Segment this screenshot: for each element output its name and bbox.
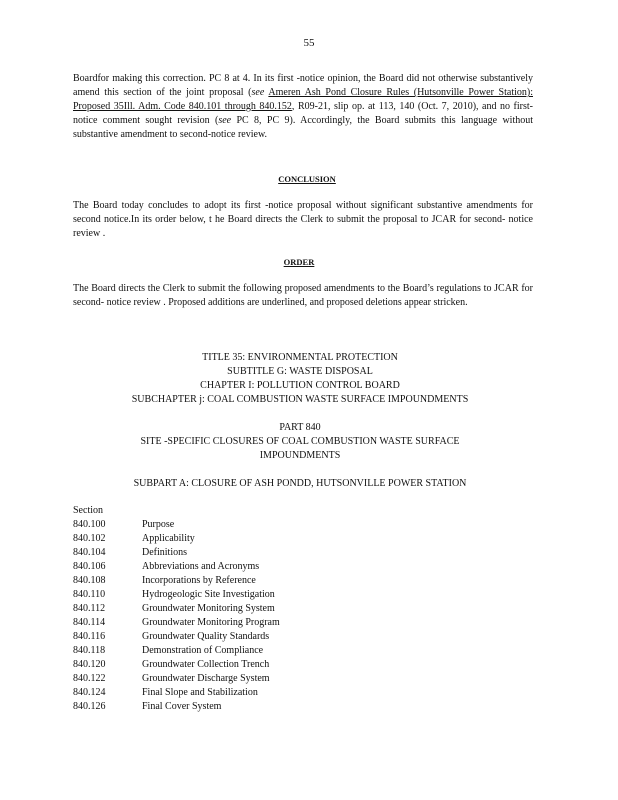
section-number: 840.104 [73, 547, 106, 558]
section-name: Final Cover System [142, 701, 222, 712]
paragraph-text-3: PC 8, PC 9). Accordingly, the Board submits this language without substantive amendment to second-notice review. [73, 115, 533, 140]
section-name: Groundwater Collection Trench [142, 659, 270, 670]
chapter-line: CHAPTER I: POLLUTION CONTROL BOARD [200, 380, 400, 391]
toc-row [73, 672, 473, 686]
conclusion-paragraph: The Board today concludes to adopt its first -notice proposal without significant substantive amendments for second notice.In its order below, t he Board directs the Clerk to submit the proposal to JCAR for second- notice review . [73, 200, 533, 239]
section-number: 840.110 [73, 589, 106, 600]
section-number: 840.116 [73, 631, 106, 642]
section-number: 840.112 [73, 603, 106, 614]
see-italic-2: see [218, 115, 232, 126]
section-name: Applicability [142, 533, 195, 544]
toc-row [73, 602, 473, 616]
paragraph-text-2: , R09-21, slip op. at 113, 140 (Oct. 7, 2010), and no first-notice comment sought revision ( [73, 101, 533, 126]
subpart-line: SUBPART A: CLOSURE OF ASH PONDD, HUTSONVILLE POWER STATION [133, 478, 467, 489]
toc-row [73, 630, 473, 644]
title-line: TITLE 35: ENVIRONMENTAL PROTECTION [202, 352, 398, 363]
toc-row [73, 686, 473, 700]
section-number: 840.126 [73, 701, 106, 712]
section-name: Incorporations by Reference [142, 575, 256, 586]
toc-row [73, 560, 473, 574]
section-name: Abbreviations and Acronyms [142, 561, 260, 572]
section-number: 840.114 [73, 617, 106, 628]
conclusion-heading: CONCLUSION [278, 174, 336, 184]
section-name: Final Slope and Stabilization [142, 687, 258, 698]
see-italic: see [251, 87, 265, 98]
section-name: Groundwater Monitoring System [142, 603, 275, 614]
section-number: 840.120 [73, 659, 106, 670]
section-name: Groundwater Monitoring Program [142, 617, 280, 628]
toc-row [73, 700, 473, 714]
page-number: 55 [303, 37, 315, 49]
cited-rulemaking-title: Ameren Ash Pond Closure Rules (Hutsonville Power Station): Proposed 35Ill. Adm. Code 840.101 through 840.152 [73, 87, 533, 112]
section-number: 840.102 [73, 533, 106, 544]
part-title-line-2: IMPOUNDMENTS [259, 450, 341, 461]
section-label: Section [73, 505, 103, 516]
toc-row [73, 574, 473, 588]
section-name: Demonstration of Compliance [142, 645, 264, 656]
section-number: 840.100 [73, 519, 106, 530]
section-name: Groundwater Quality Standards [142, 631, 270, 642]
paragraph-text-1: Boardfor making this correction. PC 8 at 4. In its first -notice opinion, the Board did not otherwise substantively amend this section of the joint proposal ( [73, 73, 533, 98]
section-name: Definitions [142, 547, 187, 558]
order-paragraph: The Board directs the Clerk to submit the following proposed amendments to the Board’s regulations to JCAR for second- notice review . Proposed additions are underlined, and proposed deletions appear stricken. [73, 283, 533, 308]
toc-row [73, 532, 473, 546]
subchapter-line: SUBCHAPTER j: COAL COMBUSTION WASTE SURFACE IMPOUNDMENTS [131, 394, 469, 405]
section-number: 840.106 [73, 561, 106, 572]
section-number: 840.122 [73, 673, 106, 684]
section-number: 840.124 [73, 687, 106, 698]
toc-row [73, 546, 473, 560]
toc-row [73, 658, 473, 672]
paragraph-correction [73, 72, 533, 142]
order-heading: ORDER [283, 257, 315, 267]
section-name: Purpose [142, 519, 175, 530]
toc-row [73, 616, 473, 630]
part-title-line: SITE -SPECIFIC CLOSURES OF COAL COMBUSTION WASTE SURFACE [140, 436, 460, 447]
section-name: Groundwater Discharge System [142, 673, 270, 684]
toc-row [73, 588, 473, 602]
subtitle-line: SUBTITLE G: WASTE DISPOSAL [227, 366, 373, 377]
section-number: 840.108 [73, 575, 106, 586]
section-name: Hydrogeologic Site Investigation [142, 589, 275, 600]
part-line: PART 840 [279, 422, 321, 433]
toc-row [73, 644, 473, 658]
toc-row [73, 518, 473, 532]
section-number: 840.118 [73, 645, 106, 656]
